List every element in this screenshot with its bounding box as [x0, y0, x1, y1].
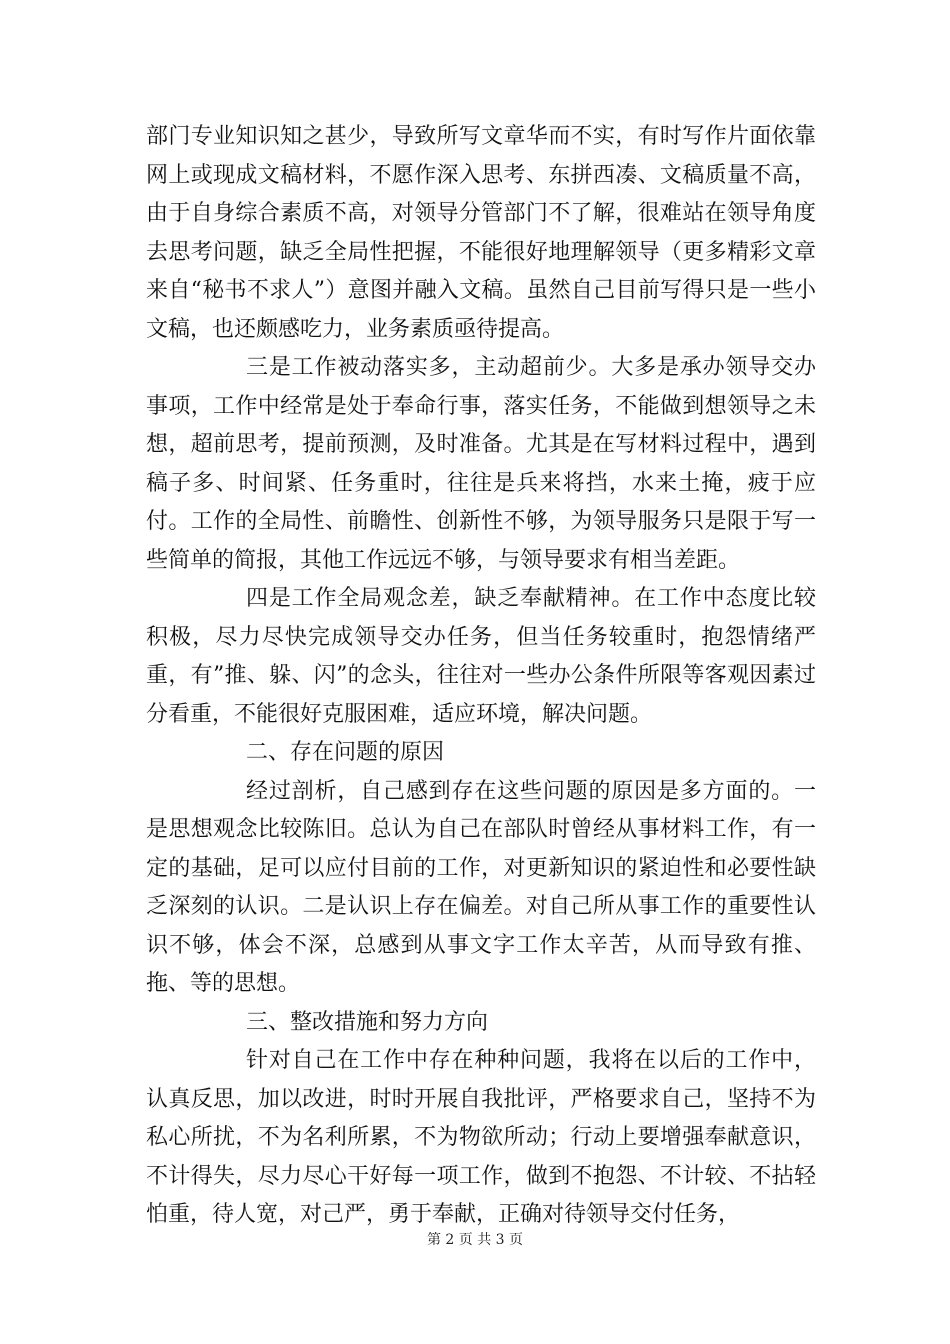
paragraph-causes: 经过剖析，自己感到存在这些问题的原因是多方面的。一是思想观念比较陈旧。总认为自己在部队时曾经从事材料工作，有一定的基础，足可以应付目前的工作，对更新知识的紧迫性和必要性缺乏深刻的认识。二是认识上存在偏差。对自己所从事工作的重要性认识不够，体会不深，总感到从事文字工作太辛苦，从而导致有推、拖、等的思想。 [146, 778, 816, 996]
paragraph-continued: 部门专业知识知之甚少，导致所写文章华而不实，有时写作片面依靠网上或现成文稿材料，不愿作深入思考、东拼西凑、文稿质量不高，由于自身综合素质不高，对领导分管部门不了解，很难站在领导角度去思考问题，缺乏全局性把握，不能很好地理解领导（更多精彩文章来自“秘书不求人”）意图并融入文稿。虽然自己目前写得只是一些小文稿，也还颇感吃力，业务素质亟待提高。 [146, 124, 816, 342]
paragraph-measures: 针对自己在工作中存在种种问题，我将在以后的工作中，认真反思，加以改进，时时开展自我批评，严格要求自己，坚持不为私心所扰，不为名利所累，不为物欲所动；行动上要增强奉献意识，不计得失，尽力尽心干好每一项工作，做到不抱怨、不计较、不拈轻怕重，待人宽，对己严，勇于奉献，正确对待领导交付任务， [146, 1048, 816, 1227]
page-number-footer: 第 2 页 共 3 页 [426, 1232, 524, 1248]
section-heading-measures: 三、整改措施和努力方向 [246, 1009, 489, 1035]
paragraph-point-four: 四是工作全局观念差，缺乏奉献精神。在工作中态度比较积极，尽力尽快完成领导交办任务，但当任务较重时，抱怨情绪严重，有”推、躲、闪”的念头，往往对一些办公条件所限等客观因素过分看重，不能很好克服困难，适应环境，解决问题。 [146, 586, 816, 727]
paragraph-point-three: 三是工作被动落实多，主动超前少。大多是承办领导交办事项，工作中经常是处于奉命行事，落实任务，不能做到想领导之未想，超前思考，提前预测，及时准备。尤其是在写材料过程中，遇到稿子多、时间紧、任务重时，往往是兵来将挡，水来土掩，疲于应付。工作的全局性、前瞻性、创新性不够，为领导服务只是限于写一些简单的简报，其他工作远远不够，与领导要求有相当差距。 [146, 355, 816, 573]
document-body [146, 118, 816, 1235]
section-heading-causes: 二、存在问题的原因 [246, 740, 445, 765]
